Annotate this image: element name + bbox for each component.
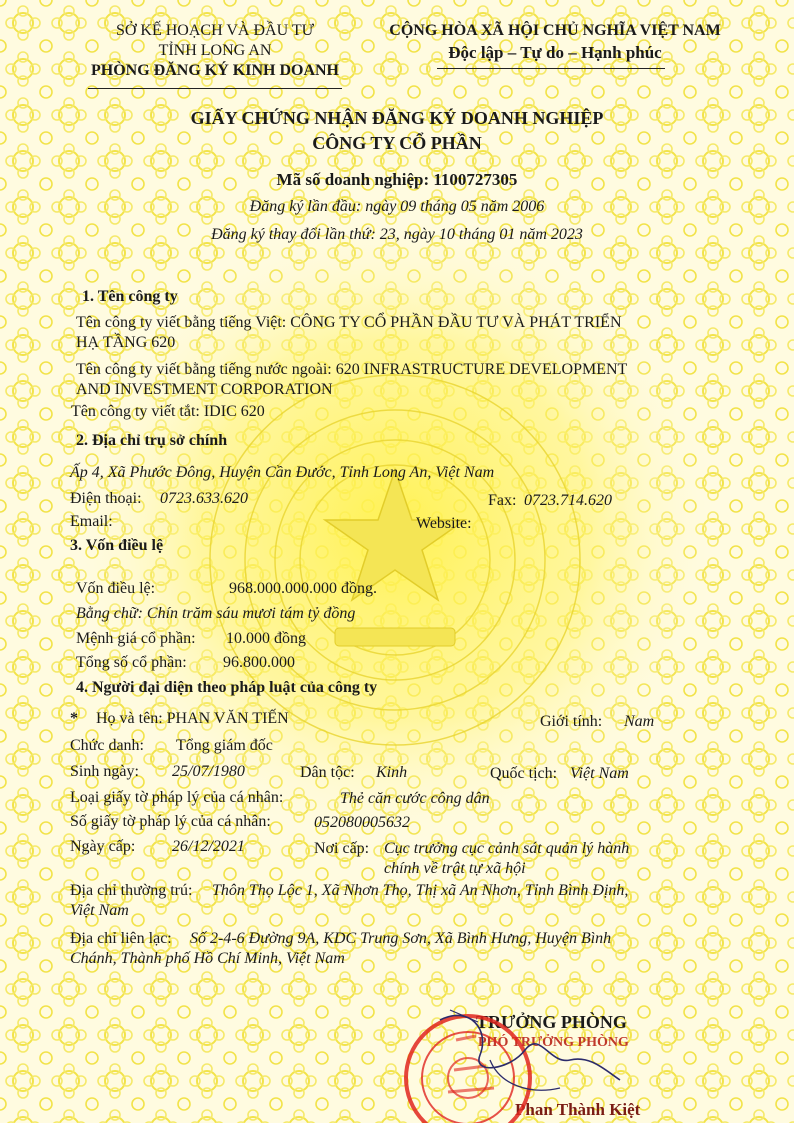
permanent-address-label: Địa chỉ thường trú: bbox=[70, 882, 193, 899]
par-value-label: Mệnh giá cổ phần: bbox=[76, 630, 196, 647]
phone-label: Điện thoại: bbox=[70, 490, 142, 507]
website-label: Website: bbox=[416, 515, 472, 532]
par-value: 10.000 đồng bbox=[226, 630, 306, 647]
foreign-name-line2: AND INVESTMENT CORPORATION bbox=[76, 381, 333, 398]
ethnic-value: Kinh bbox=[376, 764, 408, 781]
total-shares-label: Tổng số cổ phần: bbox=[76, 654, 187, 671]
position-label: Chức danh: bbox=[70, 737, 144, 754]
gender-value: Nam bbox=[624, 713, 655, 730]
section2-heading: 2. Địa chỉ trụ sở chính bbox=[76, 432, 228, 449]
contact-address-label: Địa chỉ liên lạc: bbox=[70, 930, 172, 947]
permanent-address-line1: Thôn Thọ Lộc 1, Xã Nhơn Thọ, Thị xã An Nhơn, Tỉnh Bình Định, bbox=[212, 882, 629, 899]
contact-address-line2: Chánh, Thành phố Hồ Chí Minh, Việt Nam bbox=[70, 950, 345, 967]
capital-value: 968.000.000.000 đồng. bbox=[229, 580, 377, 597]
nationality-label: Quốc tịch: bbox=[490, 765, 558, 782]
agency-line2: TỈNH LONG AN bbox=[158, 42, 272, 59]
signer-deputy-role: PHÓ TRƯỞNG PHÒNG bbox=[478, 1035, 629, 1050]
fax-value: 0723.714.620 bbox=[524, 492, 612, 509]
permanent-address-line2: Việt Nam bbox=[70, 902, 129, 919]
bullet: * bbox=[70, 710, 78, 727]
foreign-name-line1: Tên công ty viết bằng tiếng nước ngoài: 620 INFRASTRUCTURE DEVELOPMENT bbox=[76, 361, 628, 378]
issue-place-line1: Cục trưởng cục cảnh sát quản lý hành bbox=[384, 840, 630, 857]
certificate-title: GIẤY CHỨNG NHẬN ĐĂNG KÝ DOANH NGHIỆP bbox=[190, 108, 604, 128]
agency-block bbox=[60, 22, 370, 80]
issue-place-label: Nơi cấp: bbox=[314, 840, 370, 857]
position-value: Tổng giám đốc bbox=[176, 737, 273, 754]
agency-underline bbox=[88, 88, 342, 89]
change-registration: Đăng ký thay đổi lần thứ: 23, ngày 10 tháng 01 năm 2023 bbox=[211, 226, 583, 243]
dob-value: 25/07/1980 bbox=[172, 763, 245, 780]
short-name: Tên công ty viết tắt: IDIC 620 bbox=[71, 403, 265, 420]
vn-name-line1: Tên công ty viết bằng tiếng Việt: CÔNG TY CỔ PHẦN ĐẦU TƯ VÀ PHÁT TRIỂN bbox=[76, 314, 622, 331]
capital-label: Vốn điều lệ: bbox=[76, 580, 156, 597]
email-label: Email: bbox=[70, 513, 113, 530]
ethnic-label: Dân tộc: bbox=[300, 764, 355, 781]
vn-name-line2: HẠ TẦNG 620 bbox=[76, 334, 176, 351]
id-type-value: Thẻ căn cước công dân bbox=[340, 790, 490, 807]
fax-label: Fax: bbox=[488, 492, 517, 509]
issue-date-label: Ngày cấp: bbox=[70, 838, 136, 855]
agency-line1: SỞ KẾ HOẠCH VÀ ĐẦU TƯ bbox=[115, 22, 315, 39]
representative-name: Họ và tên: PHAN VĂN TIẾN bbox=[96, 710, 289, 727]
company-type: CÔNG TY CỔ PHẦN bbox=[312, 133, 482, 153]
total-shares: 96.800.000 bbox=[223, 654, 295, 671]
first-registration: Đăng ký lần đầu: ngày 09 tháng 05 năm 2006 bbox=[249, 198, 545, 215]
phone-value: 0723.633.620 bbox=[160, 490, 248, 507]
gender-label: Giới tính: bbox=[540, 713, 603, 730]
signer-role: TRƯỞNG PHÒNG bbox=[476, 1012, 627, 1032]
contact-address-line1: Số 2-4-6 Đường 9A, KDC Trung Sơn, Xã Bình Hưng, Huyện Bình bbox=[190, 930, 612, 947]
signer-name: Phan Thành Kiệt bbox=[515, 1100, 641, 1119]
nation-name: CỘNG HÒA XÃ HỘI CHỦ NGHĨA VIỆT NAM bbox=[389, 22, 721, 39]
handwritten-signature bbox=[430, 1000, 630, 1110]
id-number-label: Số giấy tờ pháp lý của cá nhân: bbox=[70, 813, 271, 830]
issue-date-value: 26/12/2021 bbox=[172, 838, 245, 855]
dob-label: Sinh ngày: bbox=[70, 763, 139, 780]
motto-underline bbox=[437, 68, 665, 69]
section4-heading: 4. Người đại diện theo pháp luật của công ty bbox=[76, 679, 378, 696]
nation-motto: Độc lập – Tự do – Hạnh phúc bbox=[448, 43, 662, 62]
nationality-value: Việt Nam bbox=[570, 765, 629, 782]
section3-heading: 3. Vốn điều lệ bbox=[70, 537, 164, 554]
id-type-label: Loại giấy tờ pháp lý của cá nhân: bbox=[70, 789, 284, 806]
issue-place-line2: chính về trật tự xã hội bbox=[384, 860, 526, 877]
agency-line3: PHÒNG ĐĂNG KÝ KINH DOANH bbox=[91, 62, 339, 79]
enterprise-code: Mã số doanh nghiệp: 1100727305 bbox=[276, 170, 518, 189]
nation-block bbox=[380, 22, 730, 63]
section1-heading: 1. Tên công ty bbox=[82, 288, 178, 305]
head-office-address: Ấp 4, Xã Phước Đông, Huyện Cần Đước, Tỉnh Long An, Việt Nam bbox=[70, 464, 495, 481]
capital-in-words: Bằng chữ: Chín trăm sáu mươi tám tỷ đồng bbox=[76, 605, 356, 622]
id-number-value: 052080005632 bbox=[314, 814, 410, 831]
